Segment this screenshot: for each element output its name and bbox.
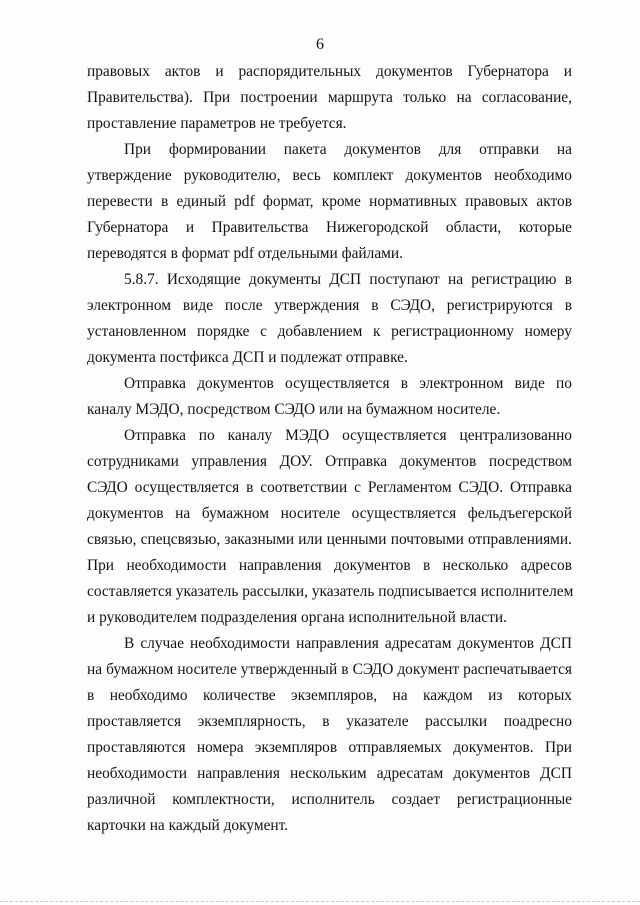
text-line: на бумажном носителе утвержденный в СЭДО документ распечатывается	[87, 661, 572, 678]
text-line: связью, спецсвязью, заказными или ценными почтовыми отправлениями.	[87, 531, 572, 548]
text-line: карточки на каждый документ.	[87, 817, 289, 834]
text-line: различной комплектности, исполнитель создает регистрационные	[87, 791, 572, 808]
text-line: составляется указатель рассылки, указатель подписывается исполнителем	[87, 583, 574, 600]
text-line: При формировании пакета документов для отправки на	[124, 141, 572, 158]
text-line: В случае необходимости направления адресатам документов ДСП	[124, 635, 572, 652]
text-line: перевести в единый pdf формат, кроме нормативных правовых актов	[87, 193, 572, 210]
text-line: необходимости направления нескольким адресатам документов ДСП	[87, 765, 572, 782]
text-line: правовых актов и распорядительных документов Губернатора и	[87, 63, 572, 80]
text-line: Правительства). При построении маршрута только на согласование,	[87, 89, 572, 106]
text-line: утверждение руководителю, весь комплект документов необходимо	[87, 167, 572, 184]
text-line: документов на бумажном носителе осуществляется фельдъегерской	[87, 505, 572, 522]
text-line: переводятся в формат pdf отдельными файлами.	[87, 245, 403, 262]
text-line: установленном порядке с добавлением к регистрационному номеру	[87, 323, 572, 340]
body-text	[87, 59, 572, 839]
page-bottom-edge	[0, 901, 640, 902]
text-line: При необходимости направления документов в несколько адресов	[87, 557, 572, 574]
text-line: проставление параметров не требуется.	[87, 115, 347, 132]
text-line: проставляется экземплярность, в указателе рассылки поадресно	[87, 713, 572, 730]
text-line: каналу МЭДО, посредством СЭДО или на бумажном носителе.	[87, 401, 501, 418]
text-line: Отправка документов осуществляется в электронном виде по	[124, 375, 572, 392]
text-line: 5.8.7. Исходящие документы ДСП поступают на регистрацию в	[124, 271, 572, 288]
text-line: в необходимо количестве экземпляров, на каждом из которых	[87, 687, 572, 704]
text-line: сотрудниками управления ДОУ. Отправка документов посредством	[87, 453, 572, 470]
text-line: Отправка по каналу МЭДО осуществляется централизованно	[124, 427, 572, 444]
text-line: и руководителем подразделения органа исполнительной власти.	[87, 609, 507, 626]
text-line: проставляются номера экземпляров отправляемых документов. При	[87, 739, 572, 756]
text-line: Губернатора и Правительства Нижегородской области, которые	[87, 219, 572, 236]
text-line: электронном виде после утверждения в СЭДО, регистрируются в	[87, 297, 572, 314]
text-line: СЭДО осуществляется в соответствии с Регламентом СЭДО. Отправка	[87, 479, 572, 496]
text-line: документа постфикса ДСП и подлежат отправке.	[87, 349, 408, 366]
page-number: 6	[316, 36, 324, 53]
